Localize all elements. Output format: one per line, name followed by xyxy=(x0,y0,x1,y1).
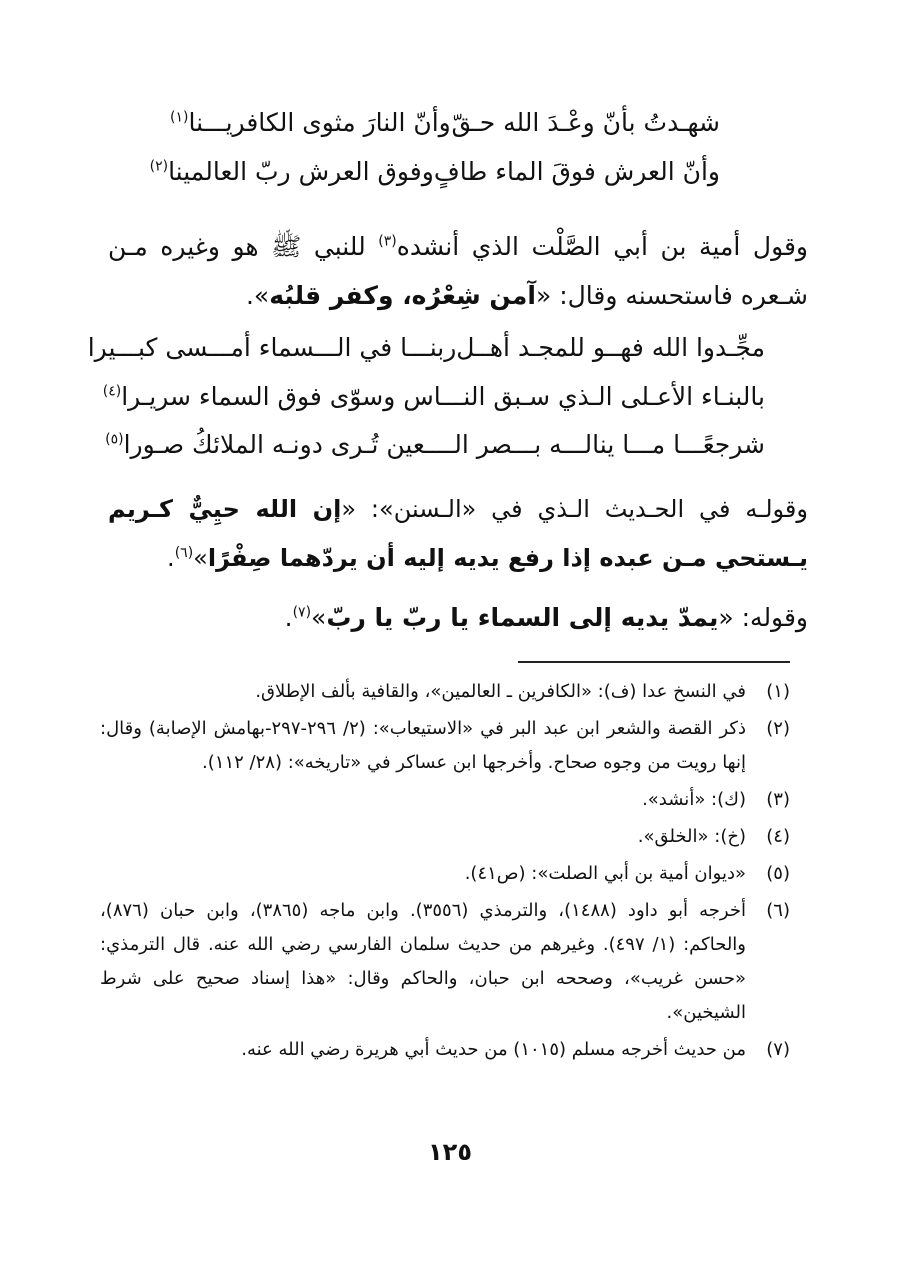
paragraph-text: » xyxy=(311,603,327,632)
footnote-text: من حديث أخرجه مسلم (١٠١٥) من حديث أبي هريرة رضي الله عنه. xyxy=(241,1039,746,1060)
hemistich-text: ـاس وسوّى فوق السماء سريـرا xyxy=(121,382,449,411)
paragraph-text: للنبي ﷺ هو وغيره مـن شـعره فاستحسنه وقال: « xyxy=(108,232,808,310)
paragraph-text: ». xyxy=(245,281,270,310)
verse-first-hemistich: شرجعًـــا مـــا ينالـــه بـــصر الـــ xyxy=(432,430,765,459)
footnote-marker: (٣) xyxy=(378,233,397,250)
footnote xyxy=(100,675,790,709)
footnote-number: (٥) xyxy=(766,863,790,884)
footnote-marker: (٦) xyxy=(174,545,194,561)
body-paragraph xyxy=(108,593,808,642)
footnote-number: (٧) xyxy=(766,1039,790,1060)
page-number: ١٢٥ xyxy=(428,1138,472,1166)
verse-second-hemistich xyxy=(88,333,457,362)
poem-verse xyxy=(102,382,765,411)
footnote-text: (خ): «الخلق». xyxy=(637,826,746,847)
hemistich-text: ربنـــا في الـــسماء أمـــسى كبـــيرا xyxy=(87,333,457,362)
footnote-number: (٢) xyxy=(766,718,790,739)
footnote-text: في النسخ عدا (ف): «الكافرين ـ العالمين»، والقافية بألف الإطلاق. xyxy=(255,681,746,702)
paragraph-text: وقوله: « xyxy=(718,603,808,632)
hemistich-text: وفوق العرش ربّ العالمينا xyxy=(168,157,434,186)
verse-first-hemistich: مجِّـدوا الله فهــو للمجـد أهــل xyxy=(456,333,765,362)
hemistich-text: وأنّ النارَ مثوى الكافريـــنا xyxy=(188,108,451,137)
paragraph-text: . xyxy=(284,603,293,632)
paragraph-text: » xyxy=(193,544,208,572)
poem-verse xyxy=(105,430,765,459)
quoted-hadith: يمدّ يديه إلى السماء يا ربّ يا ربّ xyxy=(326,603,719,632)
footnote xyxy=(100,1033,790,1067)
footnote xyxy=(100,783,790,817)
poem-verse xyxy=(170,108,720,137)
poem-verse xyxy=(87,333,765,362)
footnotes xyxy=(100,675,790,1070)
verse-second-hemistich xyxy=(150,157,434,186)
body-paragraph xyxy=(108,485,808,583)
footnote-text: ذكر القصة والشعر ابن عبد البر في «الاستيعاب»: (٢/ ٢٩٦-٢٩٧-بهامش الإصابة) وقال: إنها رويت من وجوه صحاح. وأخرجها ابن عساكر في «تاريخه»: (٢٨/ ١١٢). xyxy=(100,718,746,773)
paragraph-text: وقولـه في الحـديث الـذي في «الـسنن»: « xyxy=(341,495,808,523)
footnote xyxy=(100,857,790,891)
verse-first-hemistich: بالبنـاء الأعـلى الـذي سـبق النــ xyxy=(448,382,765,411)
footnote xyxy=(100,820,790,854)
footnote-text: أخرجه أبو داود (١٤٨٨)، والترمذي (٣٥٥٦). وابن ماجه (٣٨٦٥)، وابن حبان (٨٧٦)، والحاكم: (١/ ٤٩٧). وغيرهم من حديث سلمان الفارسي رضي الله عنه. قال الترمذي: «حسن غريب»، وصححه ابن حبان، والحاكم وقال: «هذا إسناد صحيح على شرط الشيخين». xyxy=(100,900,746,1023)
footnote-number: (٦) xyxy=(766,900,790,921)
verse-first-hemistich: وأنّ العرش فوقَ الماء طافٍ xyxy=(433,157,720,186)
footnote-marker: (٥) xyxy=(105,431,124,448)
footnote-number: (١) xyxy=(766,681,790,702)
poem-verse xyxy=(149,157,720,186)
paragraph-text: وقول أمية بن أبي الصَّلْت الذي أنشده xyxy=(396,232,809,261)
footnote-marker: (٤) xyxy=(102,383,122,400)
verse-first-hemistich: شهـدتُ بأنّ وعْـدَ الله حـقّ xyxy=(451,108,720,137)
verse-second-hemistich xyxy=(105,430,432,459)
footnote xyxy=(100,712,790,780)
footnote-text: «ديوان أمية بن أبي الصلت»: (ص٤١). xyxy=(464,863,746,884)
footnote-number: (٣) xyxy=(766,789,790,810)
footnote-text: (ك): «أنشد». xyxy=(642,789,746,810)
hemistich-text: ـعين تُـرى دونـه الملائكُ صـورا xyxy=(123,430,433,459)
footnote-marker: (٢) xyxy=(149,158,169,175)
footnote-marker: (١) xyxy=(170,109,189,126)
footnote xyxy=(100,894,790,1030)
quoted-hadith: آمن شِعْرُه، وكفر قلبُه xyxy=(269,281,536,310)
verse-second-hemistich xyxy=(103,382,449,411)
footnote-marker: (٧) xyxy=(292,604,312,621)
footnote-separator xyxy=(518,661,790,663)
paragraph-text: . xyxy=(167,544,175,572)
verse-second-hemistich xyxy=(170,108,451,137)
body-paragraph xyxy=(108,222,808,320)
footnote-number: (٤) xyxy=(766,826,790,847)
quoted-hadith: إن الله حيِيٌّ كـريم يـستحي مـن عبده إذا رفع يديه إليه أن يردّهما صِفْرًا xyxy=(108,495,808,572)
